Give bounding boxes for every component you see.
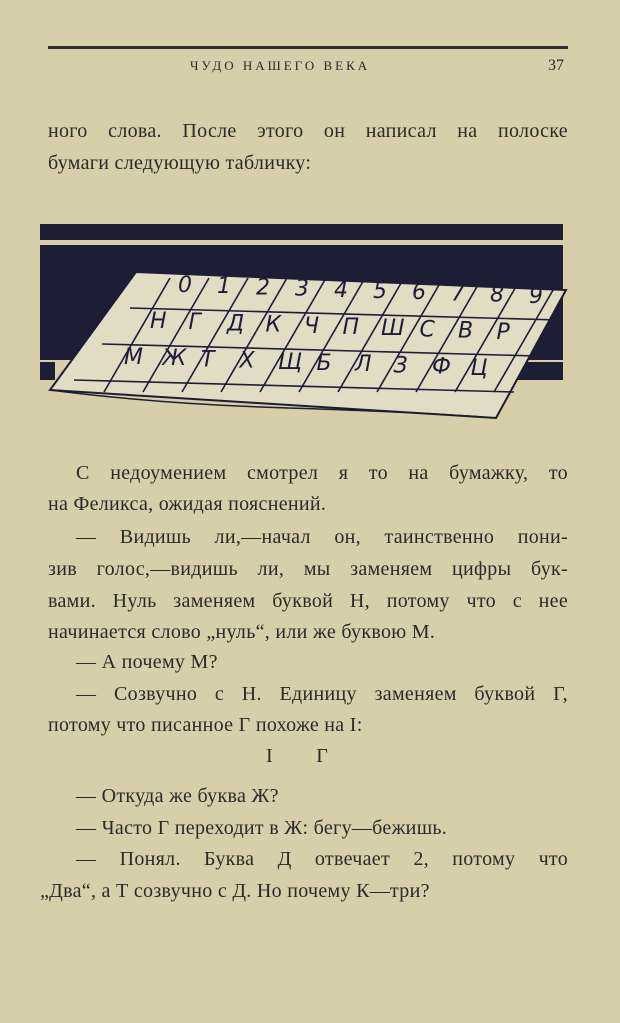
table-letter: Ц [470, 355, 488, 381]
text-line: — Понял. Буква Д отвечает 2, потому что [76, 848, 568, 870]
text-line: — Часто Г переходит в Ж: бегу—бежишь. [76, 817, 448, 839]
text-line: — Созвучно с Н. Единицу заменяем буквой Г, [76, 683, 568, 705]
table-letter: Д [227, 311, 245, 337]
table-letter: М [124, 345, 143, 370]
header-rule [48, 46, 568, 49]
glyph-comparison: I Г [266, 745, 329, 767]
table-letter: Г [188, 310, 201, 336]
text-line: ного слова. После этого он написал на полоске [48, 120, 568, 142]
text-line: потому что писанное Г похоже на I: [48, 714, 363, 736]
text-line: „Два“, а Т созвучно с Д. Но почему К—три? [40, 880, 430, 902]
table-digit: 6 [412, 280, 426, 306]
table-letter: Щ [278, 349, 303, 375]
table-letter: К [265, 312, 282, 338]
table-letter: Т [201, 347, 215, 373]
text-line: С недоумением смотрел я то на бумажку, то [76, 462, 568, 484]
bar-top [40, 224, 563, 240]
text-line: — А почему М? [76, 651, 218, 673]
cipher-table-illustration [38, 222, 573, 427]
table-letter: Ж [162, 346, 187, 372]
table-letter: С [419, 317, 435, 343]
text-line: — Видишь ли,—начал он, таинственно пони- [76, 526, 568, 548]
text-line: зив голос,—видишь ли, мы заменяем цифры бук- [48, 558, 568, 580]
text-line: — Откуда же буква Ж? [76, 785, 279, 807]
table-letter: Ф [432, 354, 451, 380]
text-line: начинается слово „нуль“, или же буквою М. [48, 621, 436, 643]
page-number: 37 [548, 57, 564, 74]
running-title: ЧУДО НАШЕГО ВЕКА [190, 58, 371, 73]
table-digit: 2 [256, 275, 270, 301]
table-letter: Р [496, 319, 510, 345]
table-letter: П [342, 315, 360, 340]
panel-left-tab [40, 362, 55, 380]
text-line: бумаги следующую табличку: [48, 152, 312, 174]
table-digit: 4 [334, 277, 348, 303]
table-letter: В [458, 318, 474, 344]
table-digit: 0 [178, 273, 192, 298]
table-letter: Ш [381, 316, 405, 342]
table-letter: Х [239, 348, 255, 374]
table-digit: 5 [373, 279, 387, 304]
table-letter: Л [355, 352, 372, 378]
table-digit: 1 [217, 274, 231, 300]
table-digit: 3 [295, 276, 309, 302]
text-line: на Феликса, ожидая пояснений. [48, 493, 327, 515]
table-digit: 9 [529, 283, 543, 309]
table-letter: Б [316, 351, 332, 376]
table-letter: Н [150, 309, 167, 334]
table-letter: Ч [304, 313, 320, 339]
text-line: вами. Нуль заменяем буквой Н, потому что с нее [48, 590, 568, 612]
table-digit: 7 [451, 281, 465, 307]
table-letter: З [393, 353, 408, 379]
table-digit: 8 [490, 282, 504, 308]
